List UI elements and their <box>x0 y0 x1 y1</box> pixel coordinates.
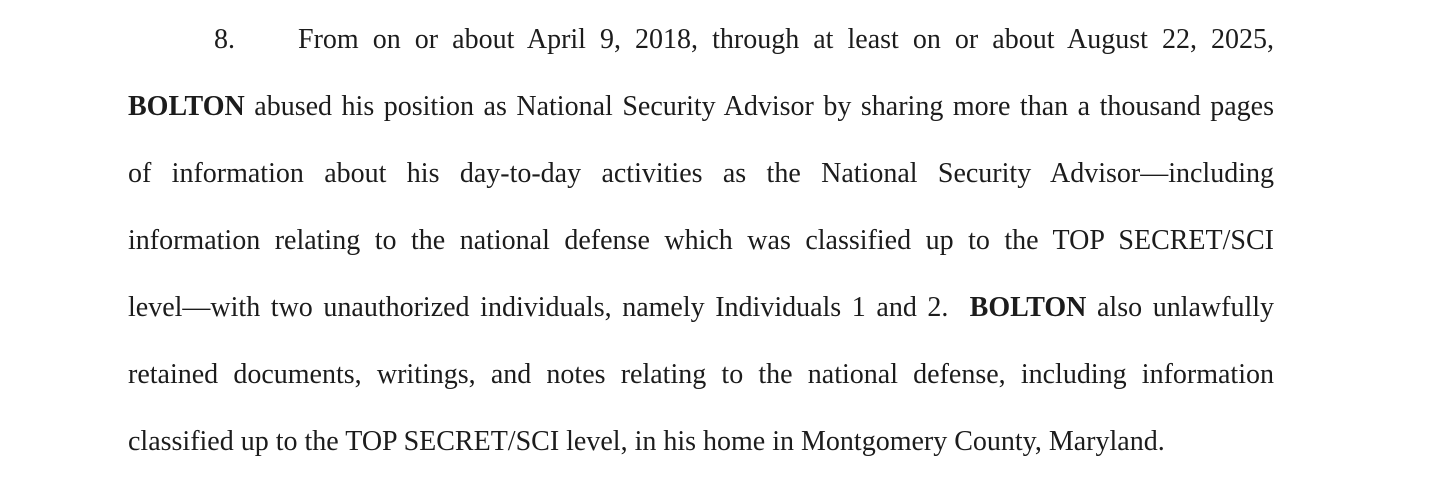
paragraph-line-3 <box>128 140 1274 207</box>
line-5-text-a: level—with two unauthorized individuals, namely Individuals 1 and 2. <box>128 292 949 323</box>
paragraph-number: 8. <box>214 24 235 55</box>
paragraph-line-2 <box>128 73 1274 140</box>
line-6-text: retained documents, writings, and notes relating to the national defense, including information <box>128 359 1274 390</box>
paragraph-line-7 <box>128 408 1274 475</box>
defendant-name: BOLTON <box>128 91 245 122</box>
line-7-text: classified up to the TOP SECRET/SCI level, in his home in Montgomery County, Maryland. <box>128 426 1165 457</box>
paragraph-line-5 <box>128 274 1274 341</box>
paragraph-line-4 <box>128 207 1274 274</box>
line-4-text: information relating to the national defense which was classified up to the TOP SECRET/SCI <box>128 225 1274 256</box>
line-3-text: of information about his day-to-day activities as the National Security Advisor—including <box>128 158 1274 189</box>
line-2-text: abused his position as National Security Advisor by sharing more than a thousand pages <box>254 91 1274 122</box>
paragraph-8 <box>128 6 1274 475</box>
line-5-text-b: also unlawfully <box>1096 292 1274 323</box>
paragraph-line-1 <box>128 6 1274 73</box>
paragraph-line-6 <box>128 341 1274 408</box>
defendant-name-2: BOLTON <box>969 292 1087 323</box>
line-1-text: From on or about April 9, 2018, through at least on or about August 22, 2025, <box>298 24 1274 55</box>
